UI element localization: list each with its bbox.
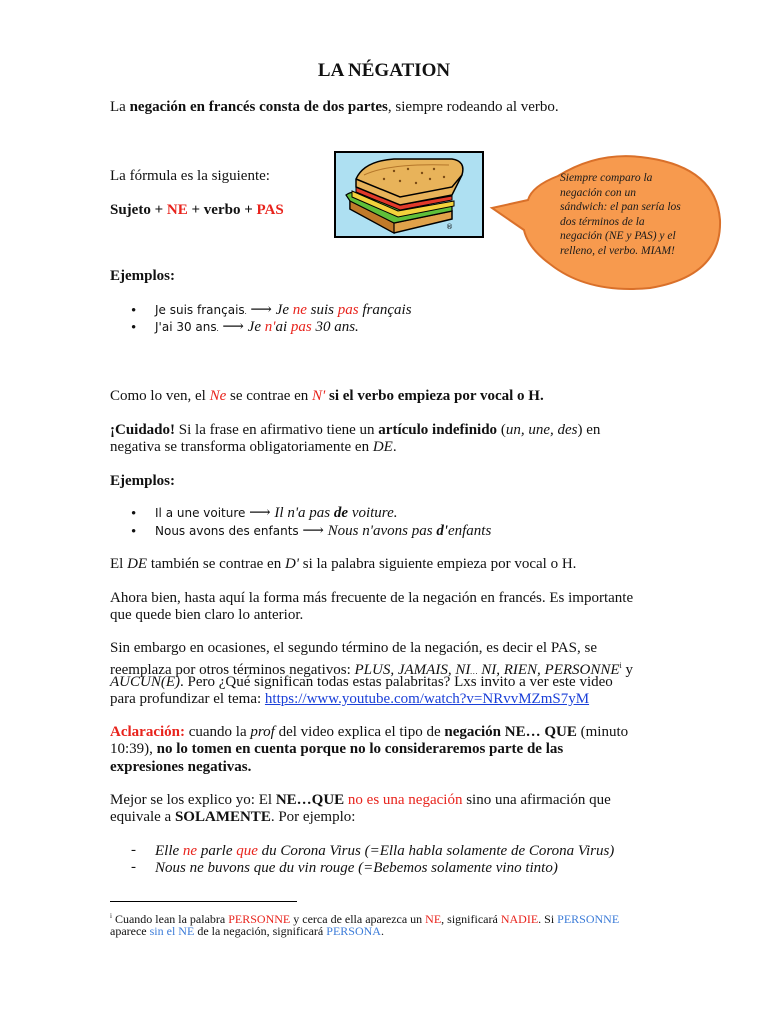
footnote-sin-el-ne: sin el NE: [149, 924, 195, 938]
de-text: también se contrae en: [147, 556, 285, 572]
de-italic: DE: [127, 556, 148, 572]
contraction-bold: si el verbo empieza por vocal o H.: [325, 388, 544, 404]
footnote-personne: PERSONNE: [228, 912, 291, 926]
example-part: Nous n'avons pas: [327, 523, 437, 539]
example-de: de: [333, 505, 349, 521]
cuidado-text: negativa se transforma obligatoriamente en: [110, 439, 373, 455]
example-part: Je: [275, 302, 293, 318]
example-ne: ne: [182, 843, 198, 859]
footnote-personne-2: PERSONNE: [557, 912, 620, 926]
footnote-text: , significará: [441, 912, 501, 926]
bullet-icon: •: [131, 524, 137, 540]
formula-label: La fórmula es la siguiente:: [110, 168, 270, 184]
bullet-icon: •: [131, 303, 137, 319]
footnote-text: .: [380, 924, 384, 938]
sandwich-image: [334, 151, 484, 238]
formula: [110, 201, 284, 220]
ahora-line-2: que quede bien claro lo anterior.: [110, 607, 304, 623]
de-contraction-paragraph: [110, 555, 576, 574]
formula-part-1: Sujeto +: [110, 202, 167, 218]
trademark-mark: ®: [446, 223, 453, 231]
cuidado-de: DE: [372, 439, 393, 455]
intro-paragraph: [110, 98, 559, 117]
footnote-text: aparece: [110, 924, 150, 938]
example-part: français: [358, 302, 412, 318]
mejor-text: equivale a: [110, 809, 175, 825]
sin-embargo-text: reemplaza por otros términos negativos:: [110, 662, 355, 678]
aclaracion-bold: negación NE… QUE: [444, 724, 577, 740]
example-source: Nous avons des enfants: [155, 524, 299, 538]
example-pas: pas: [337, 302, 359, 318]
speech-bubble-text: Siempre comparo la negación con un sándwich: el pan sería los dos términos de la negación (NE y PAS) y el relleno, el verbo. MIAM!: [560, 172, 681, 257]
sin-embargo-line-1: Sin embargo en ocasiones, el segundo término de la negación, es decir el PAS, se: [110, 640, 597, 656]
footnote-divider: [110, 901, 297, 902]
example-dot: .: [216, 324, 219, 333]
contraction-paragraph: [110, 387, 544, 406]
sin-embargo-text: para profundizar el tema:: [110, 691, 265, 707]
arrow-icon: ⟶: [246, 302, 276, 318]
negative-terms: NI, RIEN, PERSONNE: [477, 662, 620, 678]
aclaracion-text: (minuto: [576, 724, 629, 740]
footnote-text: y cerca de ella aparezca un: [290, 912, 426, 926]
page-title: LA NÉGATION: [317, 60, 451, 81]
example-item-3: [155, 504, 398, 523]
aclaracion-text: del video explica el tipo de: [274, 724, 445, 740]
arrow-icon: ⟶: [245, 505, 275, 521]
example-part: Je: [247, 319, 265, 335]
dash-icon: -: [131, 859, 136, 875]
intro-text-3: , siempre rodeando al verbo.: [387, 99, 559, 115]
arrow-icon: ⟶: [298, 523, 328, 539]
dash-icon: -: [131, 842, 136, 858]
aclaracion-line-2: [110, 740, 563, 759]
cuidado-label: ¡Cuidado!: [110, 422, 176, 438]
mejor-line-2: [110, 808, 355, 827]
d-italic: D': [284, 556, 299, 572]
negative-terms: PLUS, JAMAIS, NI: [354, 662, 471, 678]
formula-part-2: + verbo +: [187, 202, 257, 218]
example-ne: n': [264, 319, 276, 335]
youtube-link[interactable]: https://www.youtube.com/watch?v=NRvvMZmS7yM: [264, 691, 590, 707]
formula-ne: NE: [166, 202, 188, 218]
formula-pas: PAS: [256, 202, 284, 218]
example-que: que: [236, 843, 258, 859]
ejemplos-heading-1: Ejemplos:: [110, 268, 175, 284]
example-part: ai: [275, 319, 291, 335]
example-part: voiture.: [348, 505, 398, 521]
cuidado-bold: artículo indefinido: [378, 422, 498, 438]
cuidado-text: Si la frase en afirmativo tiene un: [175, 422, 379, 438]
cuidado-text: .: [392, 439, 397, 455]
mejor-text: sino una afirmación que: [462, 792, 611, 808]
prof-italic: prof: [250, 724, 275, 740]
speech-bubble: [488, 152, 724, 292]
aclaracion-bold: no lo tomen en cuenta porque no lo consideraremos parte de las: [156, 741, 564, 757]
solamente-bold: SOLAMENTE: [174, 809, 271, 825]
mejor-text: Mejor se los explico yo: El: [110, 792, 276, 808]
ne-que-bold: NE…QUE: [275, 792, 345, 808]
contraction-text: Como lo ven, el: [110, 388, 210, 404]
example-pas: pas: [290, 319, 312, 335]
example-part: suis: [306, 302, 338, 318]
bullet-icon: •: [131, 506, 137, 522]
cuidado-text: (: [497, 422, 506, 438]
aucun-term: AUCUN(E): [110, 674, 180, 690]
example-item-4: [155, 522, 491, 541]
aclaracion-label: Aclaración:: [110, 724, 185, 740]
example-part: Elle: [155, 843, 183, 859]
sandwich-icon: [334, 151, 484, 238]
de-text: si la palabra siguiente empieza por vocal o H.: [299, 556, 577, 572]
aclaracion-text: cuando la: [184, 724, 251, 740]
contraction-ne: Ne: [209, 388, 227, 404]
footnote-text: Cuando lean la palabra: [111, 912, 229, 926]
mejor-red: no es una negación: [344, 792, 463, 808]
sin-embargo-line-4: [110, 690, 589, 709]
example-d: d': [436, 523, 448, 539]
cuidado-italic: un, une, des: [505, 422, 578, 438]
example-part: parle: [197, 843, 237, 859]
intro-text-1: La: [110, 99, 130, 115]
footnote-nadie: NADIE: [500, 912, 539, 926]
footnote-line-2: [110, 923, 384, 939]
cuidado-line-2: [110, 438, 397, 457]
mejor-text: . Por ejemplo:: [270, 809, 356, 825]
ellipsis: …: [470, 667, 478, 676]
de-text: El: [110, 556, 128, 572]
footnote-marker: i: [110, 912, 112, 920]
example-part: du Corona Virus (=Ella habla solamente de Corona Virus): [257, 843, 615, 859]
bullet-icon: •: [131, 320, 137, 336]
ejemplos-heading-2: Ejemplos:: [110, 473, 175, 489]
intro-bold: negación en francés consta de dos partes: [129, 99, 388, 115]
footnote-text: . Si: [538, 912, 558, 926]
contraction-n: N': [312, 388, 326, 404]
sin-embargo-text: y: [621, 662, 634, 678]
example-item-2: [155, 318, 359, 338]
example-item-6: Nous ne buvons que du vin rouge (=Bebemos solamente vino tinto): [155, 860, 558, 876]
aclaracion-line-3: expresiones negativas.: [110, 759, 252, 775]
footnote-ref[interactable]: i: [619, 661, 622, 670]
footnote-ne: NE: [425, 912, 442, 926]
contraction-text: se contrae en: [226, 388, 313, 404]
example-part: 30 ans.: [311, 319, 359, 335]
cuidado-text: ) en: [577, 422, 601, 438]
example-source: Je suis français: [155, 303, 245, 317]
footnote-persona: PERSONA: [326, 924, 381, 938]
footnote-text: de la negación, significará: [194, 924, 327, 938]
example-part: Il n'a pas: [274, 505, 334, 521]
ahora-line-1: Ahora bien, hasta aquí la forma más frecuente de la negación en francés. Es importante: [110, 590, 634, 606]
example-source: J'ai 30 ans: [155, 320, 217, 334]
example-part: enfants: [447, 523, 492, 539]
example-ne: ne: [292, 302, 307, 318]
aclaracion-text: 10:39),: [110, 741, 157, 757]
sin-embargo-text: . Pero ¿Qué significan todas estas palabritas? Lxs invito a ver este video: [180, 674, 613, 690]
arrow-icon: ⟶: [218, 319, 248, 335]
example-source: Il a une voiture: [155, 506, 246, 520]
example-dot: .: [244, 307, 247, 316]
